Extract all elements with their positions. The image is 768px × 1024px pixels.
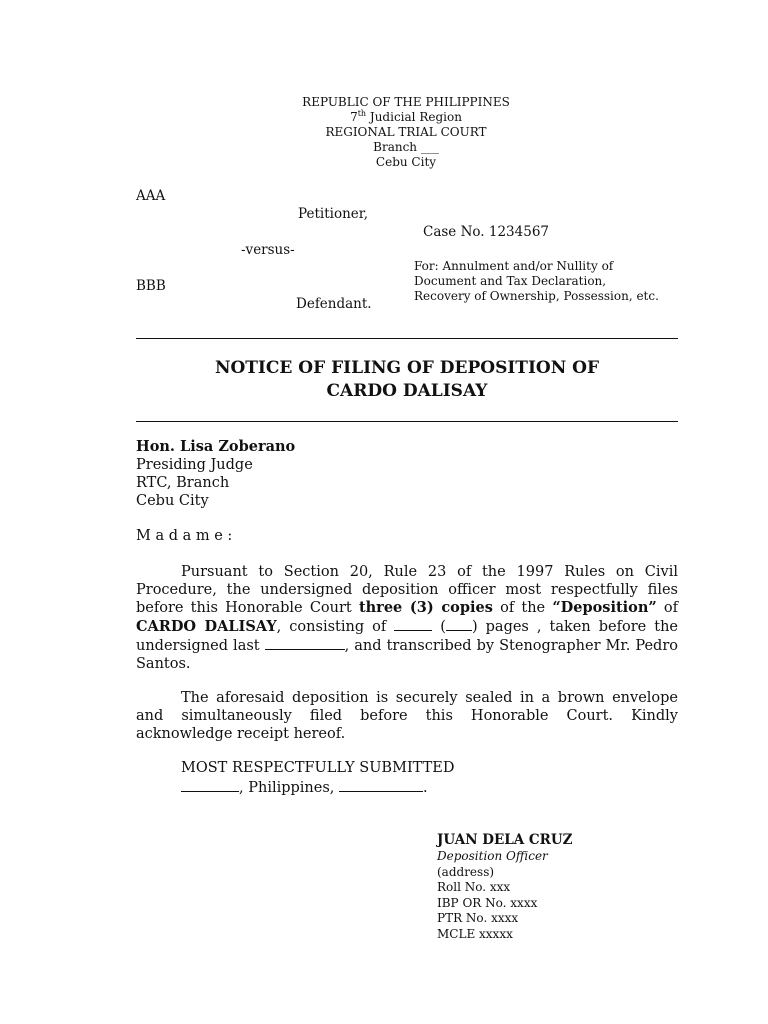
body-paragraph-1: Pursuant to Section 20, Rule 23 of the 1997 Rules on Civil Procedure, the undersigned deposition officer most respectfully files before this Honorable Court three (3) copies of the “Deposition” of CARDO DALISAY, consisting of ( ) pages , taken before the undersigned last , and transcribed by Stenographer Mr. Pedro Santos. bbox=[136, 564, 679, 672]
header-city: Cebu City bbox=[375, 155, 437, 169]
divider-bottom bbox=[136, 421, 678, 422]
body-paragraph-2: The aforesaid deposition is securely sealed in a brown envelope and simultaneously filed before this Honorable Court. Kindly acknowledge receipt hereof. bbox=[136, 690, 678, 742]
signatory-title: Deposition Officer bbox=[437, 849, 548, 863]
header-court: REGIONAL TRIAL COURT bbox=[325, 125, 487, 139]
title-line2: CARDO DALISAY bbox=[326, 381, 488, 401]
addressee-name: Hon. Lisa Zoberano bbox=[136, 438, 296, 455]
case-nature-line2: Document and Tax Declaration, bbox=[414, 274, 607, 288]
addressee-position: Presiding Judge bbox=[136, 457, 253, 473]
roll-number: Roll No. xxx bbox=[437, 880, 511, 894]
header-region bbox=[0, 110, 768, 125]
addressee-city: Cebu City bbox=[136, 493, 209, 509]
place-date-line: , Philippines, . bbox=[181, 778, 428, 796]
deposition-term: “Deposition” bbox=[552, 599, 657, 616]
salutation: M a d a m e : bbox=[136, 528, 233, 544]
closing-line: MOST RESPECTFULLY SUBMITTED bbox=[181, 760, 455, 776]
signatory-name: JUAN DELA CRUZ bbox=[437, 832, 573, 848]
divider-top bbox=[136, 338, 678, 339]
header-branch: Branch ___ bbox=[373, 140, 439, 154]
signature-block bbox=[437, 832, 573, 942]
pages-word-blank bbox=[394, 617, 432, 631]
case-nature-line3: Recovery of Ownership, Possession, etc. bbox=[414, 289, 659, 303]
submission-date-blank bbox=[339, 778, 423, 792]
court-header bbox=[0, 95, 768, 170]
header-republic: REPUBLIC OF THE PHILIPPINES bbox=[302, 95, 510, 109]
petitioner-label: Petitioner, bbox=[298, 206, 369, 222]
case-nature-line1: For: Annulment and/or Nullity of bbox=[414, 259, 614, 273]
date-blank bbox=[265, 636, 345, 650]
ibp-number: IBP OR No. xxxx bbox=[437, 895, 538, 910]
document-title bbox=[136, 357, 678, 403]
addressee-court: RTC, Branch bbox=[136, 475, 230, 491]
region-number: 7 bbox=[350, 110, 358, 124]
petitioner-name: AAA bbox=[136, 188, 166, 204]
case-number: Case No. 1234567 bbox=[423, 224, 549, 240]
defendant-label: Defendant. bbox=[296, 296, 372, 312]
place-blank bbox=[181, 778, 239, 792]
deponent-name: CARDO DALISAY bbox=[136, 618, 277, 635]
defendant-name: BBB bbox=[136, 278, 166, 294]
title-line1: NOTICE OF FILING OF DEPOSITION OF bbox=[214, 358, 600, 378]
addressee-block bbox=[136, 438, 678, 510]
mcle-number: MCLE xxxxx bbox=[437, 926, 513, 941]
ptr-number: PTR No. xxxx bbox=[437, 911, 519, 925]
region-text: Judicial Region bbox=[366, 110, 462, 124]
pages-number-blank bbox=[446, 617, 472, 631]
signatory-address: (address) bbox=[437, 864, 495, 879]
region-suffix: th bbox=[357, 109, 367, 118]
copies-count: three (3) copies bbox=[358, 599, 493, 616]
versus-label: -versus- bbox=[241, 242, 295, 258]
